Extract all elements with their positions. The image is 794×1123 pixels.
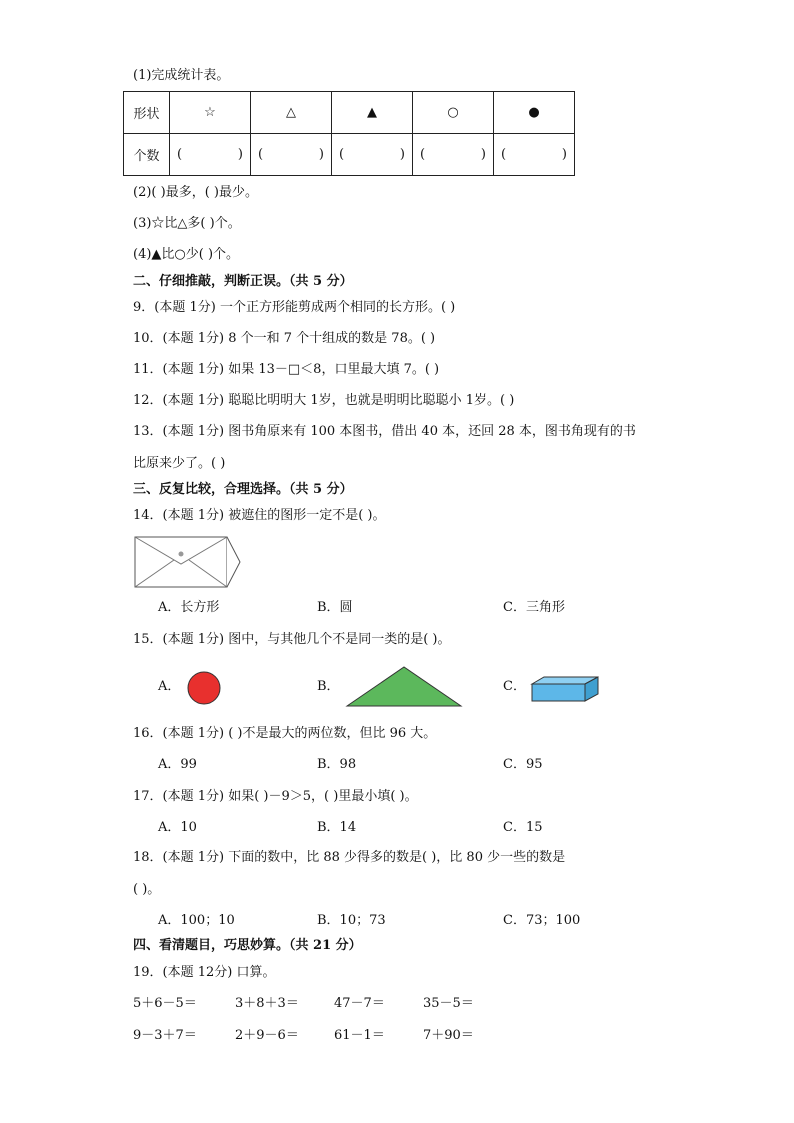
calc-item: 35－5＝: [423, 996, 474, 1011]
shape-cell: △: [251, 92, 332, 134]
section3-heading: 三、反复比较，合理选择。（共 5 分）: [133, 482, 353, 497]
q16-option-c[interactable]: C．95: [503, 757, 543, 772]
calc-item: 47－7＝: [334, 996, 385, 1011]
statistics-table: [123, 91, 575, 176]
q15-option-b-label[interactable]: B．: [317, 679, 340, 694]
calc-item: 3＋8＋3＝: [235, 996, 299, 1011]
q16-option-b[interactable]: B．98: [317, 757, 357, 772]
section2-heading: 二、仔细推敲，判断正误。（共 5 分）: [133, 274, 353, 289]
calc-item: 5＋6－5＝: [133, 996, 197, 1011]
q4-text: (4)▲比○少( )个。: [133, 247, 240, 262]
q17-option-b[interactable]: B．14: [317, 820, 357, 835]
green-triangle-shape[interactable]: [346, 665, 462, 707]
question-16: 16．(本题 1分) ( )不是最大的两位数，但比 96 大。: [133, 726, 437, 741]
question-9: 9．(本题 1分) 一个正方形能剪成两个相同的长方形。( ): [133, 300, 456, 315]
q14-option-c[interactable]: C．三角形: [503, 600, 565, 615]
table-header-count: 个数: [124, 134, 170, 176]
blue-cuboid-shape[interactable]: [531, 675, 601, 703]
q1-instruction: (1)完成统计表。: [133, 68, 230, 83]
question-11: 11．(本题 1分) 如果 13－□＜8，口里最大填 7。( ): [133, 362, 440, 377]
count-blank[interactable]: ( ): [332, 134, 413, 176]
section4-heading: 四、看清题目，巧思妙算。（共 21 分）: [133, 938, 362, 953]
question-18: 18．(本题 1分) 下面的数中，比 88 少得多的数是( )，比 80 少一些的数是: [133, 850, 566, 865]
q18-option-a[interactable]: A．100；10: [158, 913, 235, 928]
q18-option-b[interactable]: B．10；73: [317, 913, 386, 928]
count-blank[interactable]: ( ): [170, 134, 251, 176]
q16-option-a[interactable]: A．99: [158, 757, 197, 772]
table-header-shape: 形状: [124, 92, 170, 134]
question-19: 19．(本题 12分) 口算。: [133, 965, 276, 980]
shape-cell: ☆: [170, 92, 251, 134]
question-13-cont: 比原来少了。( ): [133, 456, 226, 471]
calc-item: 61－1＝: [334, 1028, 385, 1043]
covered-envelope-figure: [134, 535, 244, 590]
table-row-shapes: [124, 92, 575, 134]
count-blank[interactable]: ( ): [494, 134, 575, 176]
calc-item: 7＋90＝: [423, 1028, 474, 1043]
question-18-cont: ( )。: [133, 882, 161, 897]
shape-cell: ●: [494, 92, 575, 134]
question-13: 13．(本题 1分) 图书角原来有 100 本图书，借出 40 本，还回 28 本，图书角现有的书: [133, 424, 636, 439]
q17-option-a[interactable]: A．10: [158, 820, 197, 835]
q15-option-a-label[interactable]: A．: [158, 679, 181, 694]
calc-item: 2＋9－6＝: [235, 1028, 299, 1043]
shape-cell: ○: [413, 92, 494, 134]
question-10: 10．(本题 1分) 8 个一和 7 个十组成的数是 78。( ): [133, 331, 436, 346]
q14-option-a[interactable]: A．长方形: [158, 600, 220, 615]
question-17: 17．(本题 1分) 如果( )－9＞5，( )里最小填( )。: [133, 789, 418, 804]
count-blank[interactable]: ( ): [413, 134, 494, 176]
question-15: 15．(本题 1分) 图中，与其他几个不是同一类的是( )。: [133, 632, 451, 647]
q18-option-c[interactable]: C．73；100: [503, 913, 581, 928]
red-circle-shape[interactable]: [186, 670, 222, 706]
count-blank[interactable]: ( ): [251, 134, 332, 176]
question-12: 12．(本题 1分) 聪聪比明明大 1岁，也就是明明比聪聪小 1岁。( ): [133, 393, 515, 408]
q15-option-c-label[interactable]: C．: [503, 679, 526, 694]
table-row-counts: [124, 134, 575, 176]
q2-text: (2)( )最多，( )最少。: [133, 185, 258, 200]
shape-cell: ▲: [332, 92, 413, 134]
calc-item: 9－3＋7＝: [133, 1028, 197, 1043]
q14-option-b[interactable]: B．圆: [317, 600, 353, 615]
q17-option-c[interactable]: C．15: [503, 820, 543, 835]
question-14: 14．(本题 1分) 被遮住的图形一定不是( )。: [133, 508, 386, 523]
q3-text: (3)☆比△多( )个。: [133, 216, 241, 231]
